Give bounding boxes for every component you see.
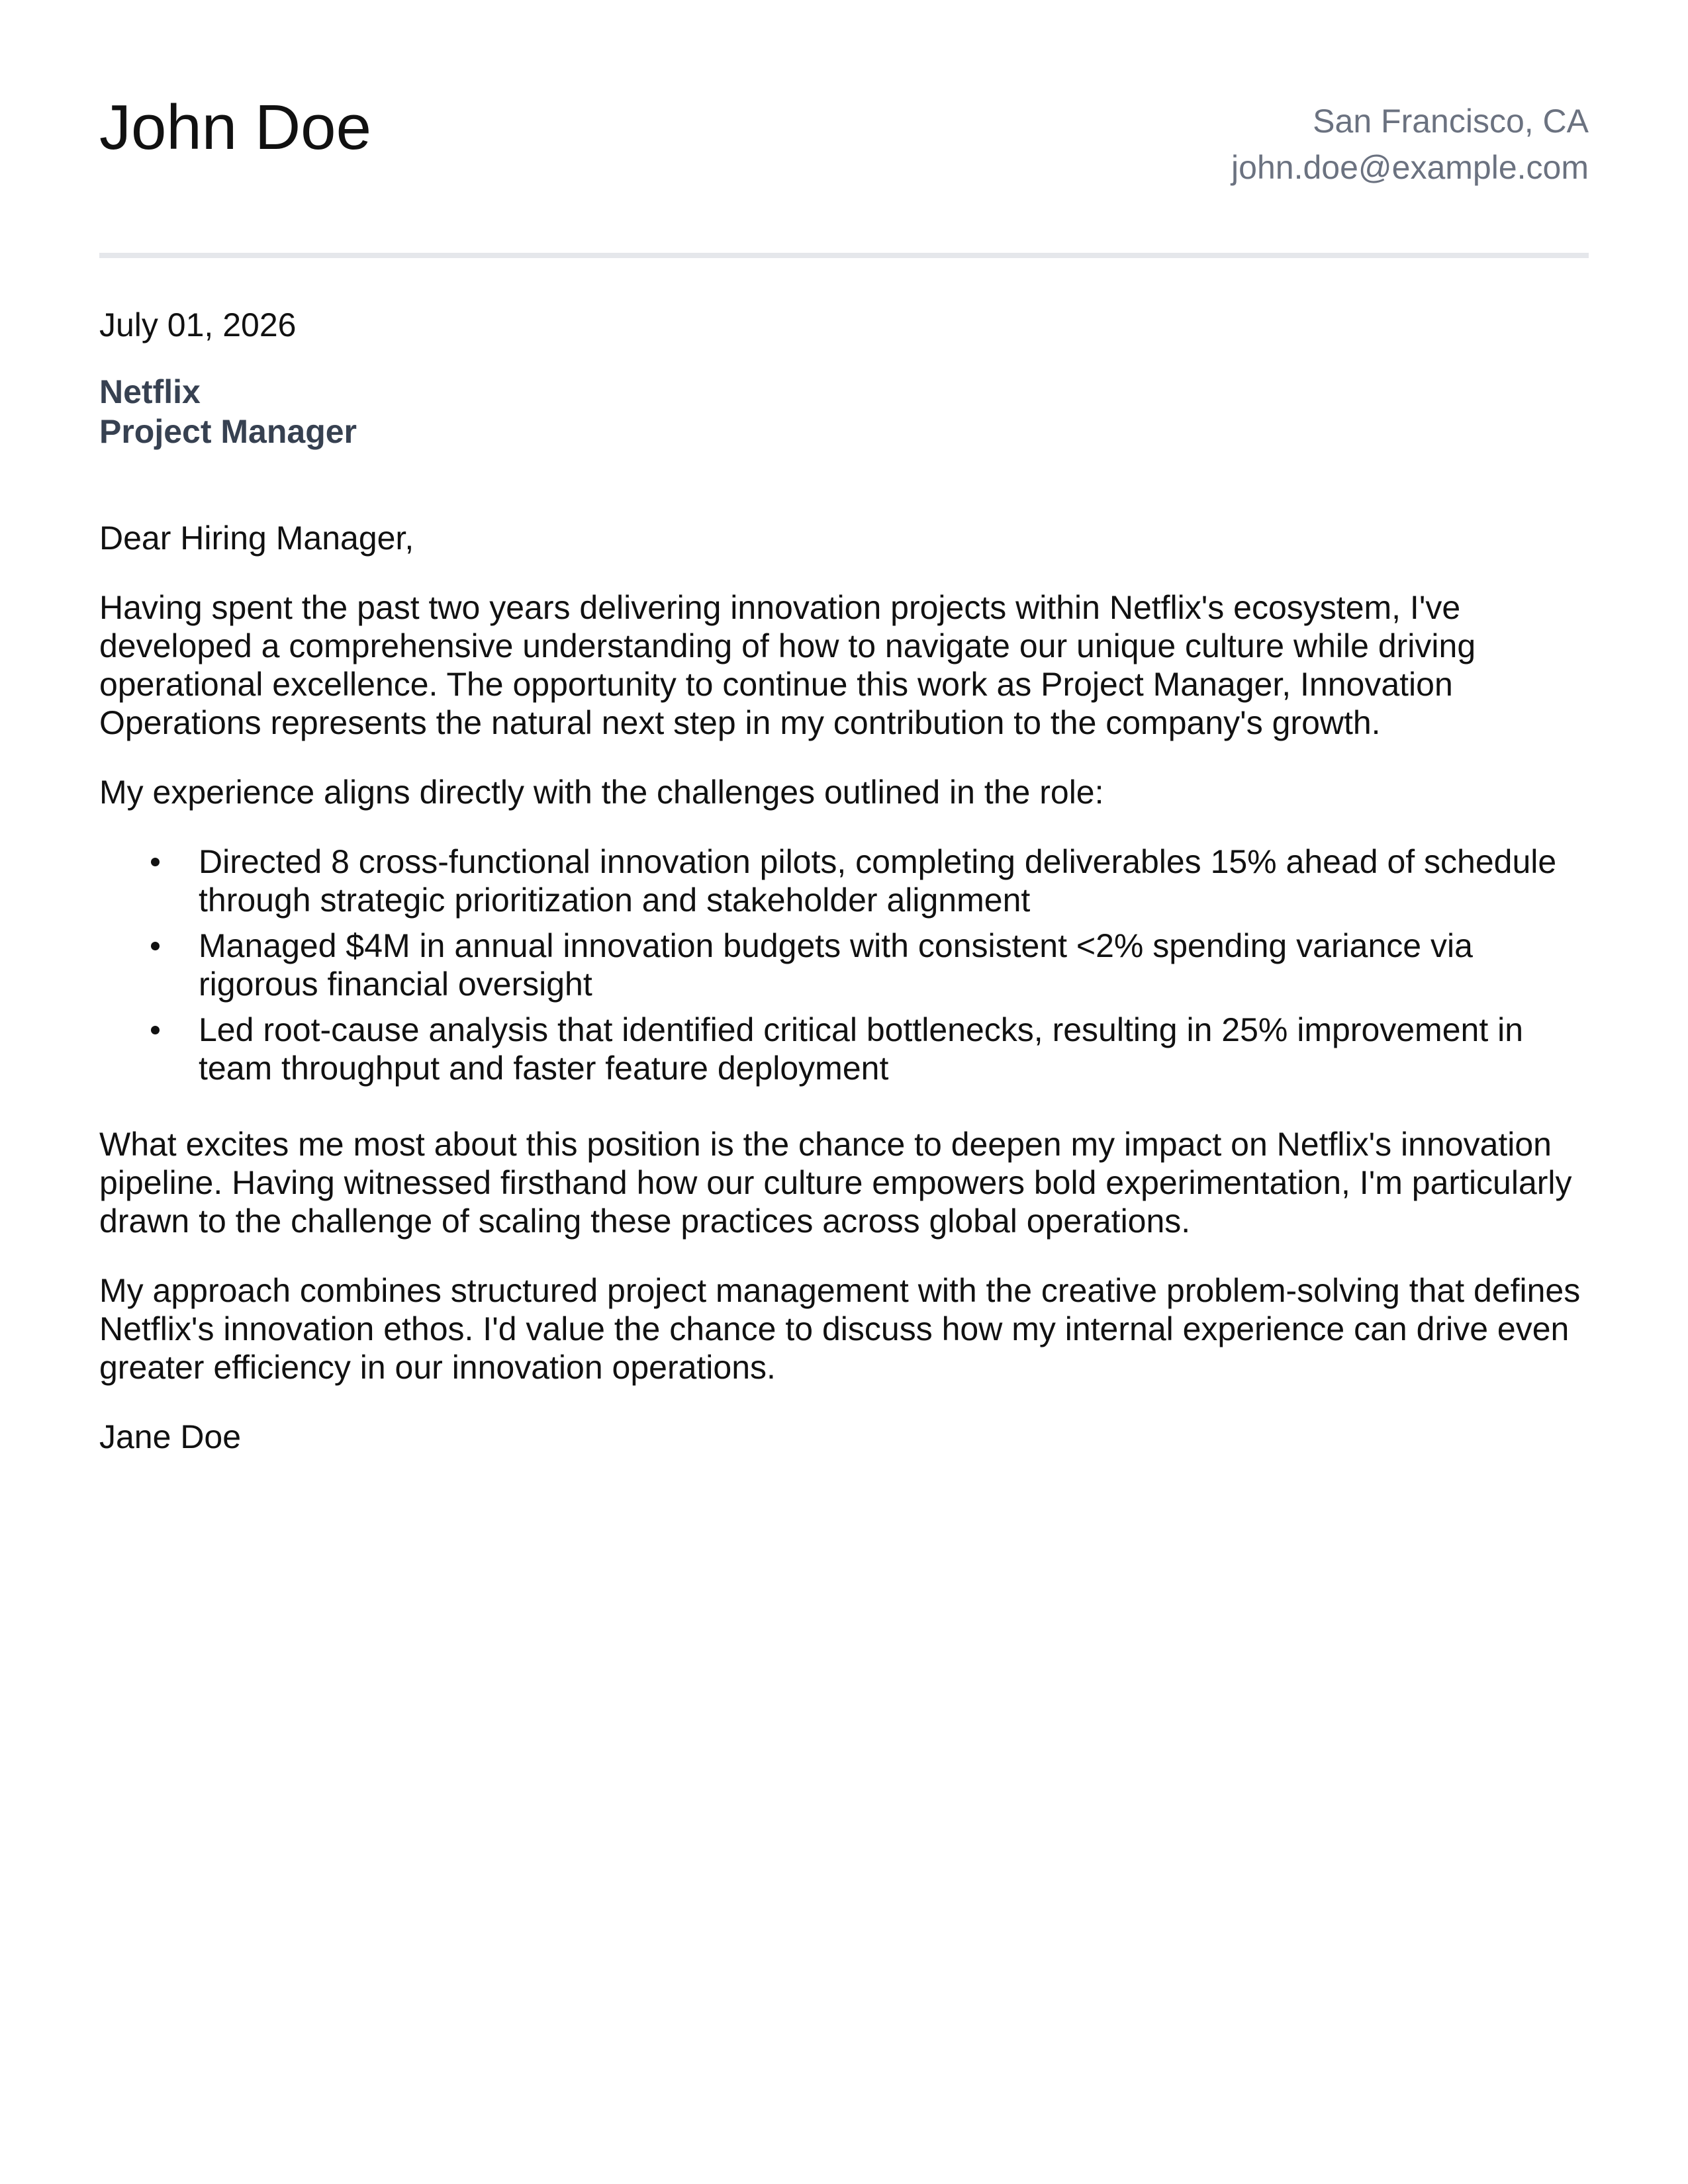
signature: Jane Doe (99, 1418, 242, 1455)
header-divider (99, 253, 1589, 258)
list-item-text: Led root-cause analysis that identified critical bottlenecks, resulting in 25% improvement in team throughput and faster feature deployment (199, 1011, 1524, 1087)
list-item-text: Managed $4M in annual innovation budgets with consistent <2% spending variance via rigorous financial oversight (199, 927, 1473, 1003)
paragraph-motivation: What excites me most about this position is the chance to deepen my impact on Netflix's innovation pipeline. Having witnessed firsthand how our culture empowers bold experimentation, I'm particularly drawn to the challenge of scaling these practices across global operations. (99, 1126, 1572, 1240)
letter-date: July 01, 2026 (99, 306, 297, 343)
bullet-icon (151, 942, 160, 950)
salutation: Dear Hiring Manager, (99, 520, 414, 557)
paragraph-intro: Having spent the past two years delivering innovation projects within Netflix's ecosystem, I've developed a comprehensive understanding of how to navigate our unique culture while driving operational excellence. The opportunity to continue this work as Project Manager, Innovation Operations represents the natural next step in my contribution to the company's growth. (99, 589, 1476, 741)
sender-email: john.doe@example.com (1231, 149, 1589, 186)
bullet-icon (151, 1026, 160, 1034)
list-item (199, 927, 1589, 1003)
contact-info (1231, 98, 1589, 191)
experience-list (99, 842, 1589, 1087)
list-item (199, 842, 1589, 919)
paragraph-closing: My approach combines structured project management with the creative problem-solving that defines Netflix's innovation ethos. I'd value the chance to discuss how my internal experience can drive even greater efficiency in our innovation operations. (99, 1272, 1581, 1386)
list-item (199, 1011, 1589, 1087)
recipient-company: Netflix (99, 373, 201, 410)
sender-location: San Francisco, CA (1313, 103, 1589, 140)
letter-header (99, 0, 1589, 258)
sender-name: John Doe (99, 92, 371, 163)
list-item-text: Directed 8 cross-functional innovation pilots, completing deliverables 15% ahead of schedule through strategic prioritization and stakeholder alignment (199, 843, 1557, 919)
recipient-position: Project Manager (99, 413, 357, 450)
bullet-icon (151, 858, 160, 866)
recipient-block (99, 372, 1589, 451)
paragraph-experience-lead: My experience aligns directly with the challenges outlined in the role: (99, 774, 1104, 811)
